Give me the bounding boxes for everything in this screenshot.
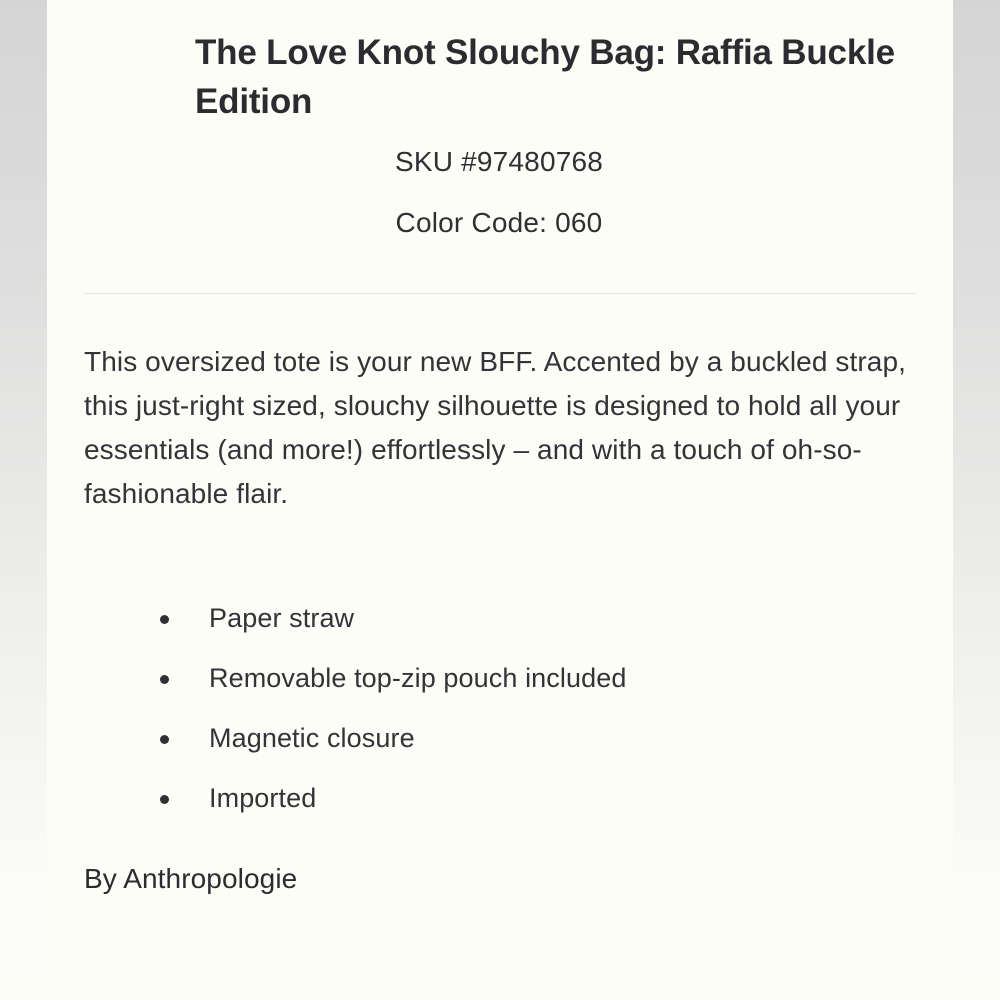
list-item (84, 716, 914, 776)
bullet-icon (160, 795, 169, 804)
header-divider (84, 293, 916, 294)
product-brand: By Anthropologie (84, 863, 298, 894)
product-description: This oversized tote is your new BFF. Accented by a buckled strap, this just-right sized, slouchy silhouette is designed to hold all your essentials (and more!) effortlessly – and with a touch of oh-so-fashionable flair. (84, 346, 906, 509)
list-item (84, 776, 914, 836)
left-edge-gradient (0, 0, 47, 1000)
feature-label: Imported (209, 783, 317, 813)
bullet-icon (160, 735, 169, 744)
bullet-icon (160, 615, 169, 624)
product-sku: SKU #97480768 (394, 146, 604, 177)
list-item (84, 596, 914, 656)
right-edge-gradient (953, 0, 1000, 1000)
feature-label: Paper straw (209, 603, 355, 633)
product-content-area (47, 0, 951, 1000)
bullet-icon (160, 675, 169, 684)
feature-label: Magnetic closure (209, 723, 415, 753)
product-color-code: Color Code: 060 (395, 207, 603, 238)
product-title: The Love Knot Slouchy Bag: Raffia Buckle Edition (195, 33, 895, 121)
list-item (84, 656, 914, 716)
feature-label: Removable top-zip pouch included (209, 663, 627, 693)
product-feature-list (84, 596, 914, 836)
product-header (47, 0, 951, 240)
